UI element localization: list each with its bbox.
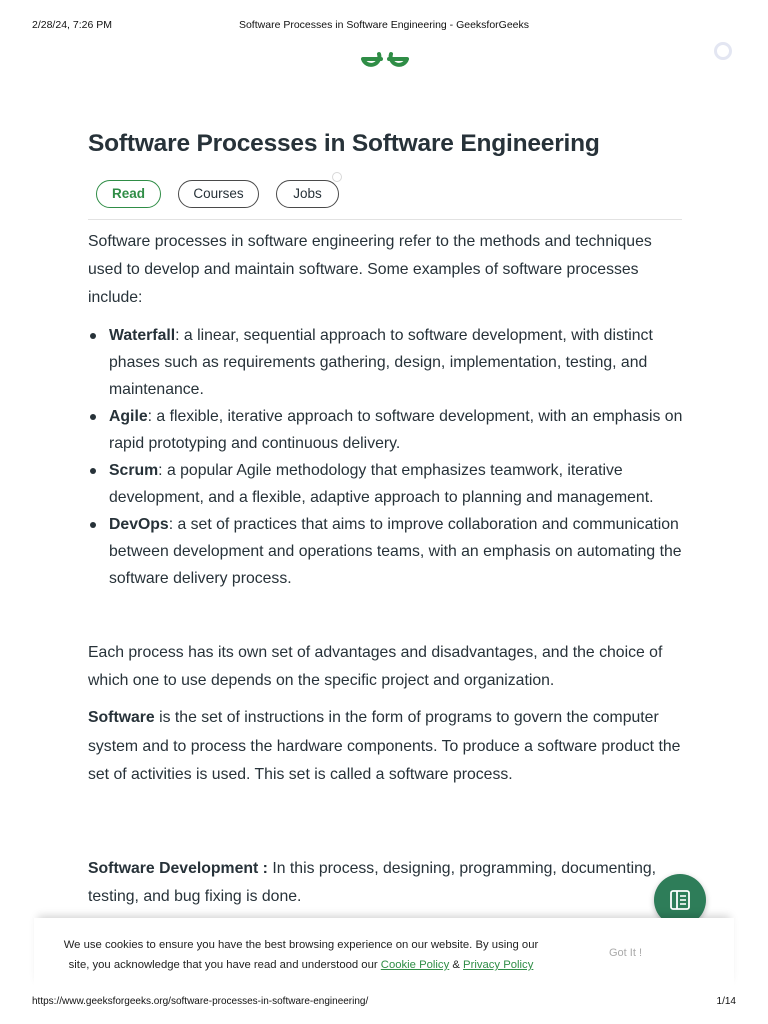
- software-definition-paragraph: [88, 704, 688, 790]
- cookie-text-body: We use cookies to ensure you have the best browsing experience on our website. By using our site, you acknowledge that you have read and understood our: [63, 939, 539, 971]
- header-divider: [88, 219, 682, 220]
- list-item-term: DevOps: [109, 516, 169, 533]
- software-development-text: In this process, designing, programming, documenting, testing, and bug fixing is done.: [88, 860, 657, 905]
- print-footer: [32, 996, 736, 1008]
- advantages-paragraph: Each process has its own set of advantages and disadvantages, and the choice of which one to use depends on the specific project and organization.: [88, 644, 663, 689]
- list-item-term: Scrum: [109, 462, 159, 479]
- print-datetime: 2/28/24, 7:26 PM: [32, 19, 112, 31]
- cookie-consent-banner: [34, 918, 734, 990]
- list-item-text: : a popular Agile methodology that emphasizes teamwork, iterative development, and a flexible, adaptive approach to planning and management.: [109, 462, 654, 506]
- print-header: [32, 19, 736, 31]
- process-list: [88, 322, 688, 592]
- list-item: [88, 403, 688, 457]
- cookie-consent-text: [56, 935, 546, 975]
- list-item-term: Waterfall: [109, 327, 176, 344]
- list-item-text: : a flexible, iterative approach to software development, with an emphasis on rapid prototyping and continuous delivery.: [109, 408, 683, 452]
- software-definition-text: is the set of instructions in the form of programs to govern the computer system and to process the hardware components. To produce a software product the set of activities is used. This set is called a software process.: [88, 709, 681, 783]
- software-development-term: Software Development :: [88, 860, 268, 877]
- list-item: [88, 457, 688, 511]
- loading-indicator-icon: [332, 172, 342, 182]
- cookie-text-ampersand: &: [449, 959, 464, 971]
- privacy-policy-link[interactable]: Privacy Policy: [463, 959, 534, 971]
- list-item: [88, 322, 688, 403]
- cookie-policy-link[interactable]: Cookie Policy: [380, 959, 450, 971]
- print-page-title: Software Processes in Software Engineering - GeeksforGeeks: [238, 19, 530, 31]
- geeksforgeeks-logo-icon[interactable]: [359, 44, 411, 74]
- tab-courses[interactable]: Courses: [178, 180, 259, 208]
- software-development-paragraph: [88, 855, 688, 911]
- list-item: [88, 511, 688, 592]
- list-item-text: : a linear, sequential approach to software development, with distinct phases such as requirements gathering, design, implementation, testing, and maintenance.: [109, 327, 653, 398]
- list-item-term: Agile: [109, 408, 148, 425]
- list-item-text: : a set of practices that aims to improve collaboration and communication between development and operations teams, with an emphasis on automating the software delivery process.: [109, 516, 682, 587]
- print-page-number: 1/14: [716, 996, 736, 1007]
- tab-jobs[interactable]: Jobs: [276, 180, 339, 208]
- loading-spinner-icon: [714, 42, 732, 60]
- article-title: Software Processes in Software Engineering: [88, 130, 600, 157]
- got-it-button[interactable]: Got It !: [609, 947, 643, 959]
- software-term: Software: [88, 709, 155, 726]
- tab-read[interactable]: Read: [96, 180, 161, 208]
- intro-paragraph: Software processes in software engineering refer to the methods and techniques used to develop and maintain software. Some examples of software processes include:: [88, 233, 652, 306]
- reader-mode-icon: [669, 889, 691, 911]
- print-url: https://www.geeksforgeeks.org/software-processes-in-software-engineering/: [32, 996, 369, 1007]
